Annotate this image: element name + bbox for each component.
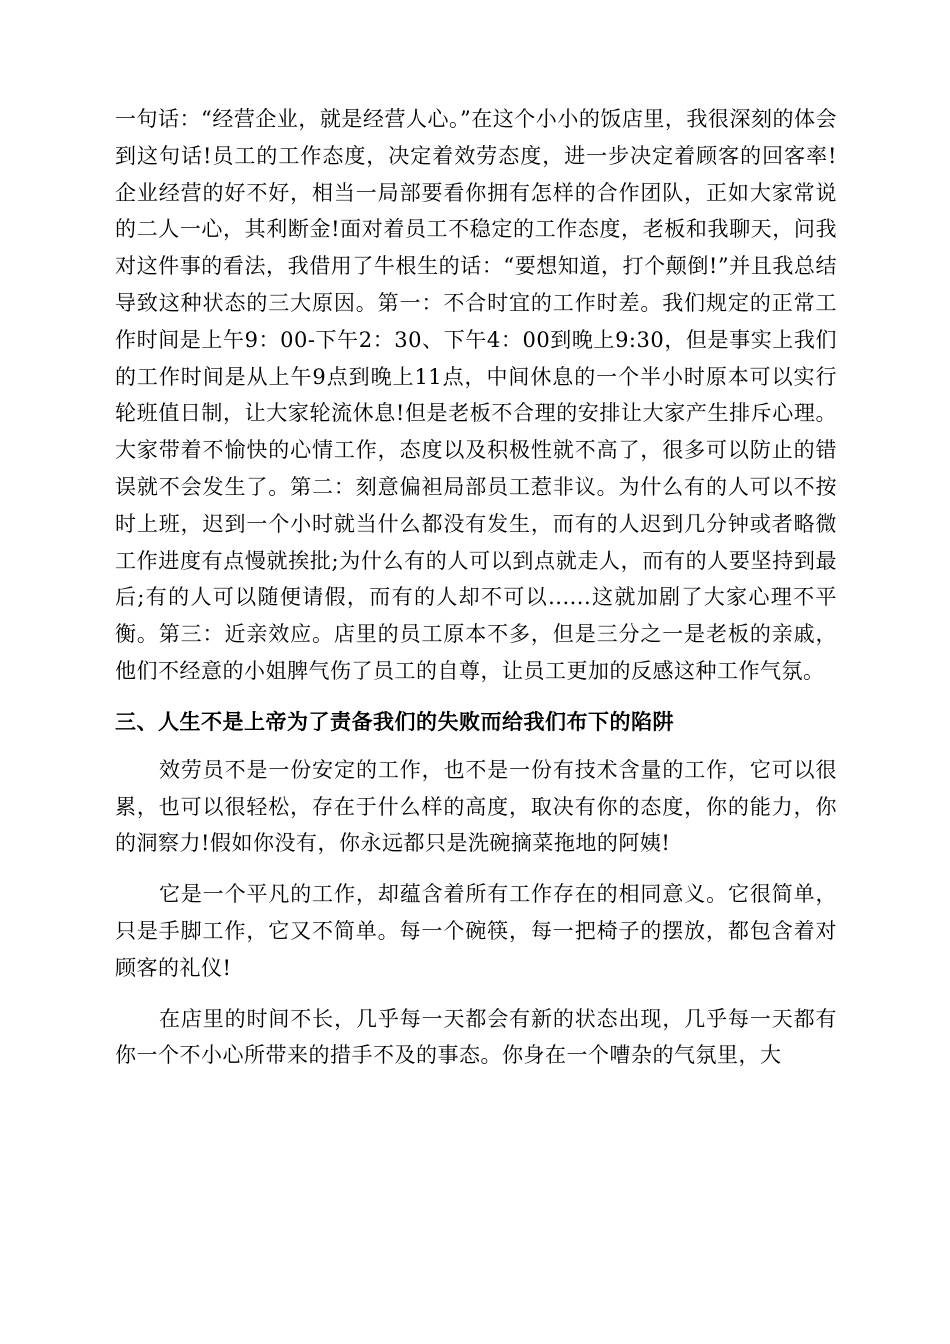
section-heading: 三、人生不是上帝为了责备我们的失败而给我们布下的陷阱 (115, 709, 674, 734)
paragraph: 它是一个平凡的工作，却蕴含着所有工作存在的相同意义。它很简单，只是手脚工作，它又不简单。每一个碗筷，每一把椅子的摆放，都包含着对顾客的礼仪! (115, 882, 837, 980)
paragraph: 在店里的时间不长，几乎每一天都会有新的状态出现，几乎每一天都有你一个不小心所带来的措手不及的事态。你身在一个嘈杂的气氛里，大 (115, 1006, 837, 1068)
paragraph: 一句话：“经营企业，就是经营人心。”在这个小小的饭店里，我很深刻的体会到这句话!员工的工作态度，决定着效劳态度，进一步决定着顾客的回客率!企业经营的好不好，相当一局部要看你拥有怎样的合作团队，正如大家常说的二人一心，其利断金!面对着员工不稳定的工作态度，老板和我聊天，问我对这件事的看法，我借用了牛根生的话：“要想知道，打个颠倒!”并且我总结导致这种状态的三大原因。第一：不合时宜的工作时差。我们规定的正常工作时间是上午9：00-下午2：30、下午4：00到晚上9:30，但是事实上我们的工作时间是从上午9点到晚上11点，中间休息的一个半小时原本可以实行轮班值日制，让大家轮流休息!但是老板不合理的安排让大家产生排斥心理。大家带着不愉快的心情工作，态度以及积极性就不高了，很多可以防止的错误就不会发生了。第二：刻意偏袒局部员工惹非议。为什么有的人可以不按时上班，迟到一个小时就当什么都没有发生，而有的人迟到几分钟或者略微工作进度有点慢就挨批;为什么有的人可以到点就走人，而有的人要坚持到最后;有的人可以随便请假，而有的人却不可以......这就加剧了大家心理不平衡。第三：近亲效应。店里的员工原本不多，但是三分之一是老板的亲戚，他们不经意的小姐脾气伤了员工的自尊，让员工更加的反感这种工作气氛。 (115, 107, 837, 683)
paragraph: 效劳员不是一份安定的工作，也不是一份有技术含量的工作，它可以很累，也可以很轻松，存在于什么样的高度，取决有你的态度，你的能力，你的洞察力!假如你没有，你永远都只是洗碗摘菜拖地的阿姨! (115, 757, 837, 856)
document-body (115, 101, 837, 1074)
